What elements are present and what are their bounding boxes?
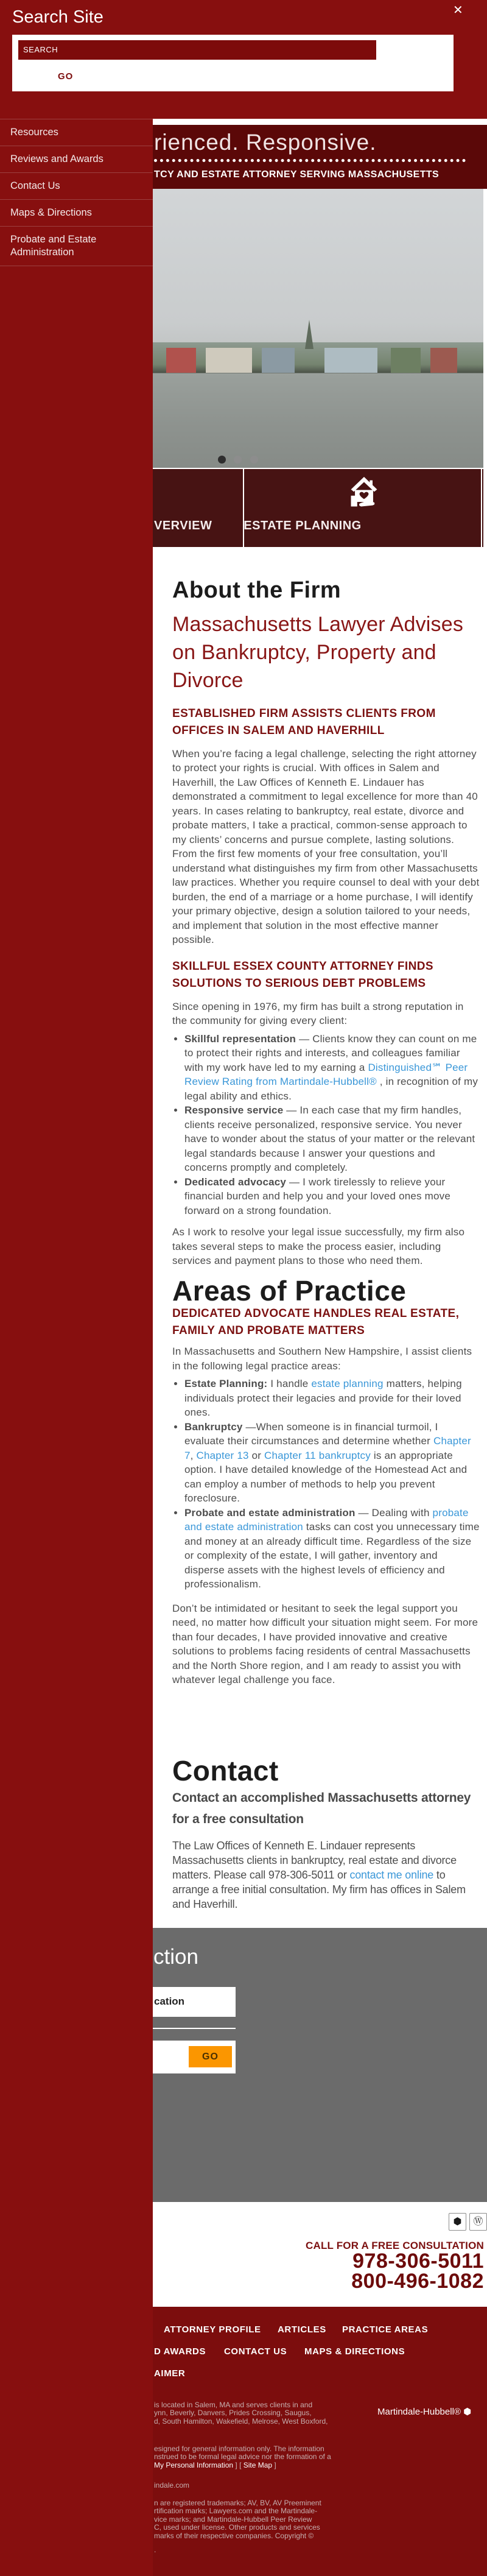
list-item bbox=[184, 1377, 480, 1420]
about-closing-paragraph: As I work to resolve your legal issue successfully, my firm also takes several steps to make the process easier, including services and payment plans to those who need them. bbox=[172, 1226, 465, 1266]
bullet-text: — Dealing with bbox=[355, 1506, 433, 1519]
footer-fineprint-locations bbox=[154, 2401, 328, 2426]
call-for-consultation-label: CALL FOR A FREE CONSULTATION bbox=[305, 2240, 484, 2251]
contact-text: The Law Offices of Kenneth E. Lindauer represents Massachusetts clients in bankruptcy, real estate and divorce matters. Please call 978-306-5011 or bbox=[172, 1839, 457, 1881]
about-heading: About the Firm bbox=[172, 577, 342, 603]
martindale-rating-link[interactable]: Distinguished℠ Peer Review Rating from Martindale-Hubbell® bbox=[184, 1061, 468, 1087]
fineprint-line: is located in Salem, MA and serves clients in and bbox=[154, 2401, 313, 2409]
site-map-link[interactable]: Site Map bbox=[243, 2460, 273, 2469]
bullet-text: — I work tirelessly to relieve your financial burden and help you and your loved ones move forward on a strong foundation. bbox=[184, 1176, 451, 1216]
about-subheading: Massachusetts Lawyer Advises on Bankruptcy, Property and Divorce bbox=[172, 612, 464, 692]
personal-information-link[interactable]: My Personal Information bbox=[154, 2460, 234, 2469]
footer-link-awards[interactable]: D AWARDS bbox=[154, 2346, 206, 2357]
contact-subheading: Contact an accomplished Massachusetts attorney for a free consultation bbox=[172, 1790, 471, 1826]
building-shape bbox=[430, 348, 457, 373]
footer-link-attorney-profile[interactable]: ATTORNEY PROFILE bbox=[164, 2324, 261, 2335]
list-item bbox=[184, 1103, 480, 1175]
search-panel bbox=[12, 35, 454, 91]
search-input[interactable]: SEARCH bbox=[18, 40, 376, 60]
tab-estate-planning[interactable]: ESTATE PLANNING bbox=[244, 519, 362, 532]
tab-overview[interactable]: VERVIEW bbox=[154, 519, 212, 532]
bullet-term: Estate Planning: bbox=[184, 1378, 268, 1389]
fineprint-line: marks of their respective companies. Copyright © bbox=[154, 2531, 314, 2540]
fineprint-line: esigned for general information only. The information bbox=[154, 2444, 324, 2453]
contact-me-online-link[interactable]: contact me online bbox=[349, 1868, 434, 1881]
bullet-text: , in recognition of my legal ability and ethics. bbox=[184, 1076, 478, 1102]
bullet-term: Bankruptcy bbox=[184, 1420, 243, 1433]
footer-fineprint-disclaimer bbox=[154, 2445, 331, 2469]
martindale-logo-text: Martindale-Hubbell® bbox=[377, 2407, 461, 2417]
menu-item-resources[interactable]: Resources bbox=[0, 119, 153, 146]
contact-text: to arrange a free initial consultation. My firm has offices in Salem and Haverhill. bbox=[172, 1868, 466, 1910]
tree-shape bbox=[391, 348, 421, 373]
search-overlay-title: Search Site bbox=[12, 7, 103, 27]
main-content bbox=[172, 577, 480, 1687]
form-field-label: cation bbox=[154, 1996, 185, 2007]
footer-domain: indale.com bbox=[154, 2481, 190, 2490]
contact-section bbox=[172, 1755, 480, 1911]
bullet-text: I handle bbox=[267, 1378, 312, 1389]
probate-administration-link[interactable]: probate and estate administration bbox=[184, 1506, 469, 1533]
banner-subtitle: TCY AND ESTATE ATTORNEY SERVING MASSACHUSETTS bbox=[154, 169, 440, 180]
list-item bbox=[184, 1032, 480, 1104]
banner-dotted-divider bbox=[154, 159, 466, 162]
bullet-text: tasks can cost you unnecessary time and money at an already difficult time. Regardless of the size or complexity of the estate, I will gather, inventory and disperse assets with the highest levels of efficiency and professionalism. bbox=[184, 1521, 480, 1590]
bullet-term: Dedicated advocacy bbox=[184, 1176, 287, 1188]
estate-planning-link[interactable]: estate planning bbox=[311, 1378, 384, 1389]
phone-number-primary[interactable]: 978-306-5011 bbox=[352, 2250, 484, 2273]
practice-heading: Areas of Practice bbox=[172, 1274, 407, 1307]
chapter-11-link[interactable]: Chapter 11 bankruptcy bbox=[264, 1449, 371, 1461]
footer-link-disclaimer[interactable]: AIMER bbox=[154, 2368, 186, 2379]
menu-item-contact-us[interactable]: Contact Us bbox=[0, 173, 153, 200]
bullet-text: matters, helping individuals protect their legacies and provide for their loved ones. bbox=[184, 1378, 462, 1418]
building-shape bbox=[324, 348, 377, 373]
footer-link-maps-directions[interactable]: MAPS & DIRECTIONS bbox=[304, 2346, 405, 2357]
contact-heading: Contact bbox=[172, 1755, 279, 1787]
fineprint-line: C, used under license. Other products and services bbox=[154, 2523, 320, 2532]
list-item bbox=[184, 1506, 480, 1592]
chapter-7-link[interactable]: Chapter 7 bbox=[184, 1435, 471, 1461]
menu-item-reviews-awards[interactable]: Reviews and Awards bbox=[0, 146, 153, 173]
about-bullet-list bbox=[172, 1032, 480, 1218]
building-shape bbox=[262, 348, 295, 373]
practice-intro: In Massachusetts and Southern New Hampshire, I assist clients in the following legal practice areas: bbox=[172, 1346, 472, 1372]
dedicated-heading: DEDICATED ADVOCATE HANDLES REAL ESTATE, FAMILY AND PROBATE MATTERS bbox=[172, 1307, 460, 1337]
fineprint-line: nstrued to be formal legal advice nor the formation of a bbox=[154, 2452, 331, 2461]
carousel-dots bbox=[218, 456, 264, 467]
bullet-text: — Clients know they can count on me to protect their rights and interests, and colleagues familiar with my work have led to my earning a bbox=[184, 1032, 477, 1073]
carousel-dot-active[interactable] bbox=[218, 456, 226, 464]
lawyers-badge-icon[interactable] bbox=[469, 2213, 487, 2231]
close-icon[interactable]: ✕ bbox=[453, 4, 463, 17]
fineprint-line: . bbox=[154, 2546, 156, 2555]
menu-overlay-column bbox=[0, 119, 153, 2576]
fineprint-line: n are registered trademarks; AV, BV, AV Preeminent bbox=[154, 2499, 321, 2507]
question-form-heading: ction bbox=[153, 1945, 198, 1969]
hexagon-icon: ⬢ bbox=[453, 2217, 462, 2227]
fineprint-line: d, South Hamilton, Wakefield, Melrose, West Boxford, bbox=[154, 2416, 328, 2426]
fineprint-text: ] bbox=[272, 2460, 276, 2469]
building-shape bbox=[166, 348, 196, 373]
overlay-menu bbox=[0, 119, 153, 266]
practice-closing-paragraph: Don’t be intimidated or hesitant to seek the legal support you need, no matter how difficult your situation might seem. For more than four decades, I have provided innovative and creative solutions to problems facing residents of central Massachusetts and the North Shore region, and I am ready to assist you with whatever legal challenge you face. bbox=[172, 1602, 478, 1685]
steeple-shape bbox=[305, 320, 314, 349]
bullet-term: Probate and estate administration bbox=[184, 1506, 356, 1519]
form-go-button[interactable]: GO bbox=[189, 2046, 232, 2067]
about-paragraph: When you’re facing a legal challenge, selecting the right attorney to protect your rights is crucial. With offices in Salem and Haverhill, the Law Offices of Kenneth E. Lindauer has demonstrated a commitment to legal excellence for more than 40 years. In cases relating to bankruptcy, real estate, divorce and probate matters, I take a practical, common-sense approach to my clients’ concerns and pursue complete, lasting solutions. From the first few moments of your free consultation, you’ll understand what distinguishes my firm from other Massachusetts law practices. Whether you require counsel to deal with your debt burden, the end of a marriage or a home purchase, I will identify your primary objective, design a solution tailored to your needs, and implement that solution in the most effective manner possible. bbox=[172, 747, 480, 945]
list-item bbox=[184, 1175, 480, 1218]
fineprint-links-line bbox=[154, 2461, 331, 2469]
badge-w-icon: Ⓦ bbox=[473, 2217, 483, 2227]
hero-photo-harbor bbox=[153, 189, 483, 468]
search-overlay-header bbox=[0, 0, 487, 119]
building-shape bbox=[206, 348, 252, 373]
fineprint-line: rtification marks; Lawyers.com and the Martindale- bbox=[154, 2507, 318, 2516]
fineprint-line: ynn, Beverly, Danvers, Prides Crossing, Saugus, bbox=[154, 2408, 312, 2418]
search-go-button[interactable]: GO bbox=[58, 71, 74, 82]
bullet-text: , bbox=[190, 1449, 197, 1461]
skillful-heading: SKILLFUL ESSEX COUNTY ATTORNEY FINDS SOLUTIONS TO SERIOUS DEBT PROBLEMS bbox=[172, 959, 433, 990]
chapter-13-link[interactable]: Chapter 13 bbox=[196, 1449, 249, 1461]
footer-link-practice-areas[interactable]: PRACTICE AREAS bbox=[342, 2324, 429, 2335]
bullet-text: — In each case that my firm handles, clients receive personalized, responsive service. You never have to wonder about the status of your matter or the relevant legal standards because I answer your questions and concerns promptly and completely. bbox=[184, 1104, 475, 1173]
bullet-text: or bbox=[248, 1449, 265, 1461]
bullet-text: —When someone is in financial turmoil, I evaluate their circumstances and determine whether bbox=[184, 1420, 438, 1447]
carousel-dot[interactable] bbox=[234, 456, 242, 464]
tab-divider bbox=[481, 469, 482, 547]
contact-paragraph bbox=[172, 1838, 480, 1911]
banner-tagline: rienced. Responsive. bbox=[154, 130, 377, 155]
fineprint-text: ] [ bbox=[233, 2460, 244, 2469]
fineprint-line: vice marks; and Martindale-Hubbell Peer Review bbox=[154, 2514, 312, 2524]
list-item bbox=[184, 1420, 480, 1506]
since-paragraph: Since opening in 1976, my firm has built a strong reputation in the community for giving every client: bbox=[172, 1000, 464, 1026]
martindale-badge-icon[interactable] bbox=[449, 2213, 466, 2231]
martindale-hubbell-logo bbox=[377, 2406, 471, 2417]
phone-number-tollfree[interactable]: 800-496-1082 bbox=[351, 2270, 484, 2293]
bullet-term: Skillful representation bbox=[184, 1032, 296, 1045]
practice-bullet-list bbox=[172, 1377, 480, 1592]
established-heading: ESTABLISHED FIRM ASSISTS CLIENTS FROM OFFICES IN SALEM AND HAVERHILL bbox=[172, 707, 436, 737]
tab-divider bbox=[243, 469, 244, 547]
footer-link-articles[interactable]: ARTICLES bbox=[278, 2324, 326, 2335]
footer-link-contact-us[interactable]: CONTACT US bbox=[224, 2346, 287, 2357]
menu-item-maps-directions[interactable]: Maps & Directions bbox=[0, 200, 153, 227]
menu-item-probate-administration[interactable]: Probate and Estate Administration bbox=[0, 227, 153, 266]
bullet-text: is an appropriate option. I have detailed knowledge of the Homestead Act and can employ a number of methods to help you prevent foreclosure. bbox=[184, 1449, 468, 1504]
carousel-dot[interactable] bbox=[250, 456, 258, 464]
hexagon-icon: ⬢ bbox=[463, 2407, 472, 2417]
footer-fineprint-trademarks bbox=[154, 2499, 321, 2554]
bullet-term: Responsive service bbox=[184, 1104, 284, 1116]
estate-planning-house-icon bbox=[347, 476, 381, 513]
